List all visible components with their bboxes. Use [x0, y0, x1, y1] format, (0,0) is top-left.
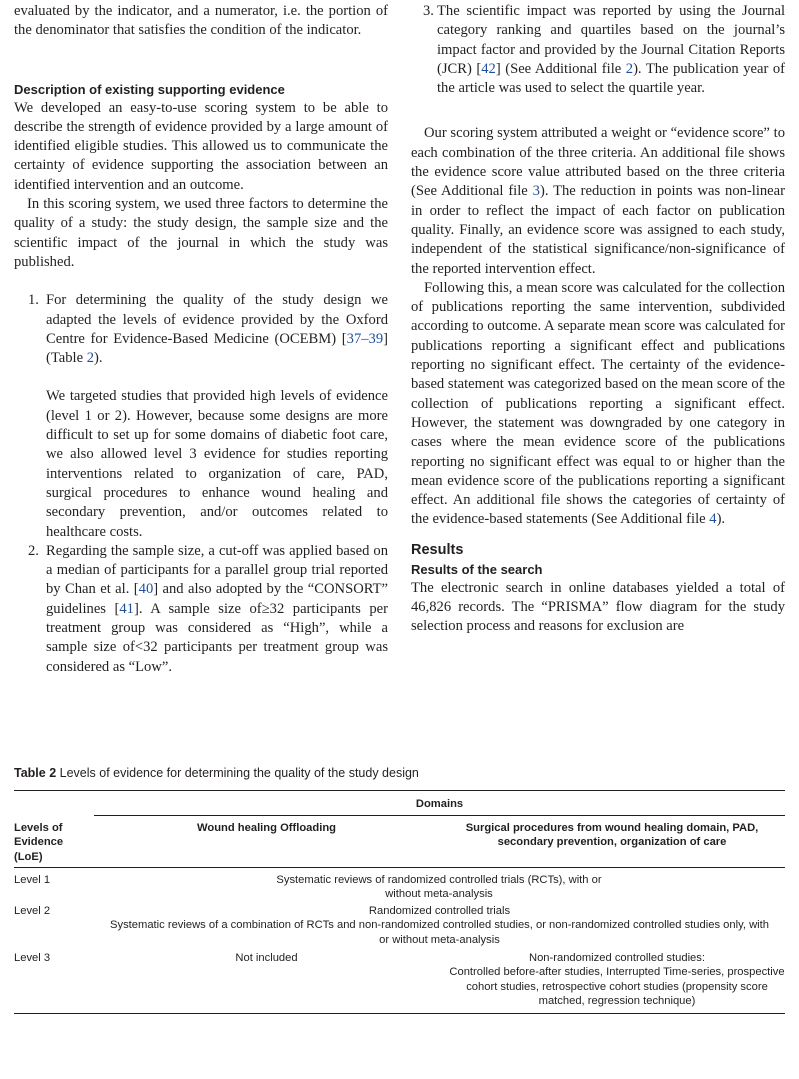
citation-link[interactable]: 40	[138, 581, 154, 598]
list-item-text: ] (Table	[46, 330, 388, 367]
list-item-text: The scientific impact was reported by using the Journal category ranking and quartiles based on the journal’s impact factor and provided by the Journal Citation Reports (JCR) [	[437, 3, 785, 77]
table-body	[14, 791, 785, 1014]
additional-file-link[interactable]: 2	[625, 60, 634, 77]
table-caption-label: Table 2	[14, 766, 57, 780]
span-cell-line: Systematic reviews of a combination of RCTs and non-randomized controlled studies, or non-randomized controlled studies only, with or without meta-analysis	[110, 919, 769, 946]
list-item-text: ]. A sample size of≥32 participants per treatment group was considered as “High”, while a sample size of<32 participants per treatment group was considered as “Low”.	[46, 600, 389, 675]
paragraph-text: ). The reduction in points was non-linear in order to reflect the impact of each factor on publication quality. Finally, an evidence score was assigned to each study, independent of the statistical significance/non-significance of the reported intervention effect.	[411, 183, 785, 277]
citation-link[interactable]: 41	[119, 600, 134, 617]
span-cell: Systematic reviews of randomized controlled trials (RCTs), with or without meta-analysis	[276, 874, 602, 901]
results-heading: Results	[411, 541, 464, 558]
list-number: 2.	[28, 542, 39, 559]
level-cell: Level 2	[14, 905, 51, 917]
list-item-text: ] (See Additional file	[495, 60, 626, 77]
list-number: 1.	[28, 292, 39, 309]
body-paragraph: The electronic search in online databases yielded a total of 46,826 records. The “PRISMA” flow diagram for the study selection process and reasons for exclusion are	[411, 579, 785, 635]
level-cell: Level 1	[14, 874, 51, 886]
table-row	[14, 902, 785, 949]
citation-link[interactable]: 37–39	[346, 330, 384, 347]
numbered-list-item	[411, 2, 785, 98]
right-column	[411, 2, 785, 637]
table-caption-text: Levels of evidence for determining the quality of the study design	[59, 766, 419, 780]
list-item-text: ).	[94, 350, 103, 367]
paragraph-text: Our scoring system attributed a weight or “evidence score” to each combination of the three criteria. An additional file shows the evidence score value attributed based on the three criteria (See Additional file	[411, 125, 785, 200]
table-bottom-rule	[14, 1013, 785, 1014]
cell-line: Controlled before-after studies, Interrupted Time-series, prospective cohort studies, retrospective cohort studies (propensity score matched, regression technique)	[449, 966, 785, 1008]
list-item-text: ] and also adopted by the “CONSORT” guidelines [	[46, 581, 388, 617]
level-cell: Level 3	[14, 952, 51, 964]
results-subheading: Results of the search	[411, 561, 543, 577]
numbered-list-item	[14, 291, 388, 368]
numbered-list-item	[14, 542, 388, 677]
numbered-list-item-continuation	[14, 387, 388, 541]
body-paragraph: We developed an easy-to-use scoring system to be able to describe the strength of evidence provided by a large amount of identified eligible studies. This allowed us to communicate the certainty of evidence supporting the association between an identified intervention and an outcome.	[14, 99, 388, 193]
domains-header: Domains	[415, 798, 464, 810]
column-header-levels: Levels of Evidence (LoE)	[14, 822, 64, 863]
list-item-text: We targeted studies that provided high levels of evidence (level 1 or 2). However, because some designs are more difficult to set up for some domains of diabetic foot care, we also allowed level 3 evidence for studies reporting interventions related to organization of care, PAD, surgical procedures to enhance wound healing and secondary prevention, and/or outcomes related to healthcare costs.	[46, 388, 388, 540]
paragraph-text: Following this, a mean score was calculated for the collection of publications reporting the same intervention, subdivided according to outcome. A separate mean score was calculated for publications reporting a significant effect and publications reporting no significant effect. The certainty of the evidence-based statement was categorized based on the mean score of the collection of publications reporting a significant effect. However, the statement was downgraded by one category in cases where the mean evidence score of the publications reporting no significant effect was equal to or higher than the mean evidence score of the publications reporting a significant effect. An additional file shows the categories of certainty of the evidence-based statements (See Additional file	[411, 279, 785, 528]
section-heading: Description of existing supporting evidence	[14, 81, 285, 97]
table-caption	[14, 764, 785, 782]
table-reference-link[interactable]: 2	[86, 350, 95, 367]
paragraph-text: ).	[716, 511, 726, 528]
table-row	[14, 868, 785, 902]
additional-file-link[interactable]: 3	[532, 183, 540, 200]
table-2	[14, 764, 785, 1014]
body-paragraph: In this scoring system, we used three factors to determine the quality of a study: the study design, the sample size and the scientific impact of the journal in which the study was published.	[14, 196, 388, 270]
citation-link[interactable]: 42	[481, 60, 496, 77]
span-cell-line: Randomized controlled trials	[368, 905, 511, 917]
cell-line: Non-randomized controlled studies:	[529, 952, 705, 964]
domains-rule	[94, 815, 785, 816]
left-column	[14, 2, 388, 677]
column-header-surgical: Surgical procedures from wound healing domain, PAD, secondary prevention, organization of care	[465, 822, 759, 849]
body-paragraph	[411, 124, 785, 278]
additional-file-link[interactable]: 4	[709, 511, 717, 528]
level3-cell	[449, 951, 785, 1009]
table-row	[14, 949, 785, 1013]
column-header-wound-healing: Wound healing Offloading	[197, 822, 336, 834]
not-included-cell: Not included	[235, 952, 298, 964]
list-item-text: Regarding the sample size, a cut-off was applied based on a median of participants for a parallel group trial reported by Chan et al. [	[46, 542, 388, 598]
list-item-text: For determining the quality of the study design we adapted the levels of evidence provided by the Oxford Centre for Evidence-Based Medicine (OCEBM) [	[46, 292, 388, 347]
intro-paragraph: evaluated by the indicator, and a numerator, i.e. the portion of the denominator that satisfies the condition of the indicator.	[14, 3, 388, 39]
list-number: 3.	[423, 3, 434, 19]
list-item-text: ). The publication year of the article was used to select the quartile year.	[437, 60, 785, 97]
span-cell	[94, 904, 785, 947]
body-paragraph	[411, 279, 785, 530]
